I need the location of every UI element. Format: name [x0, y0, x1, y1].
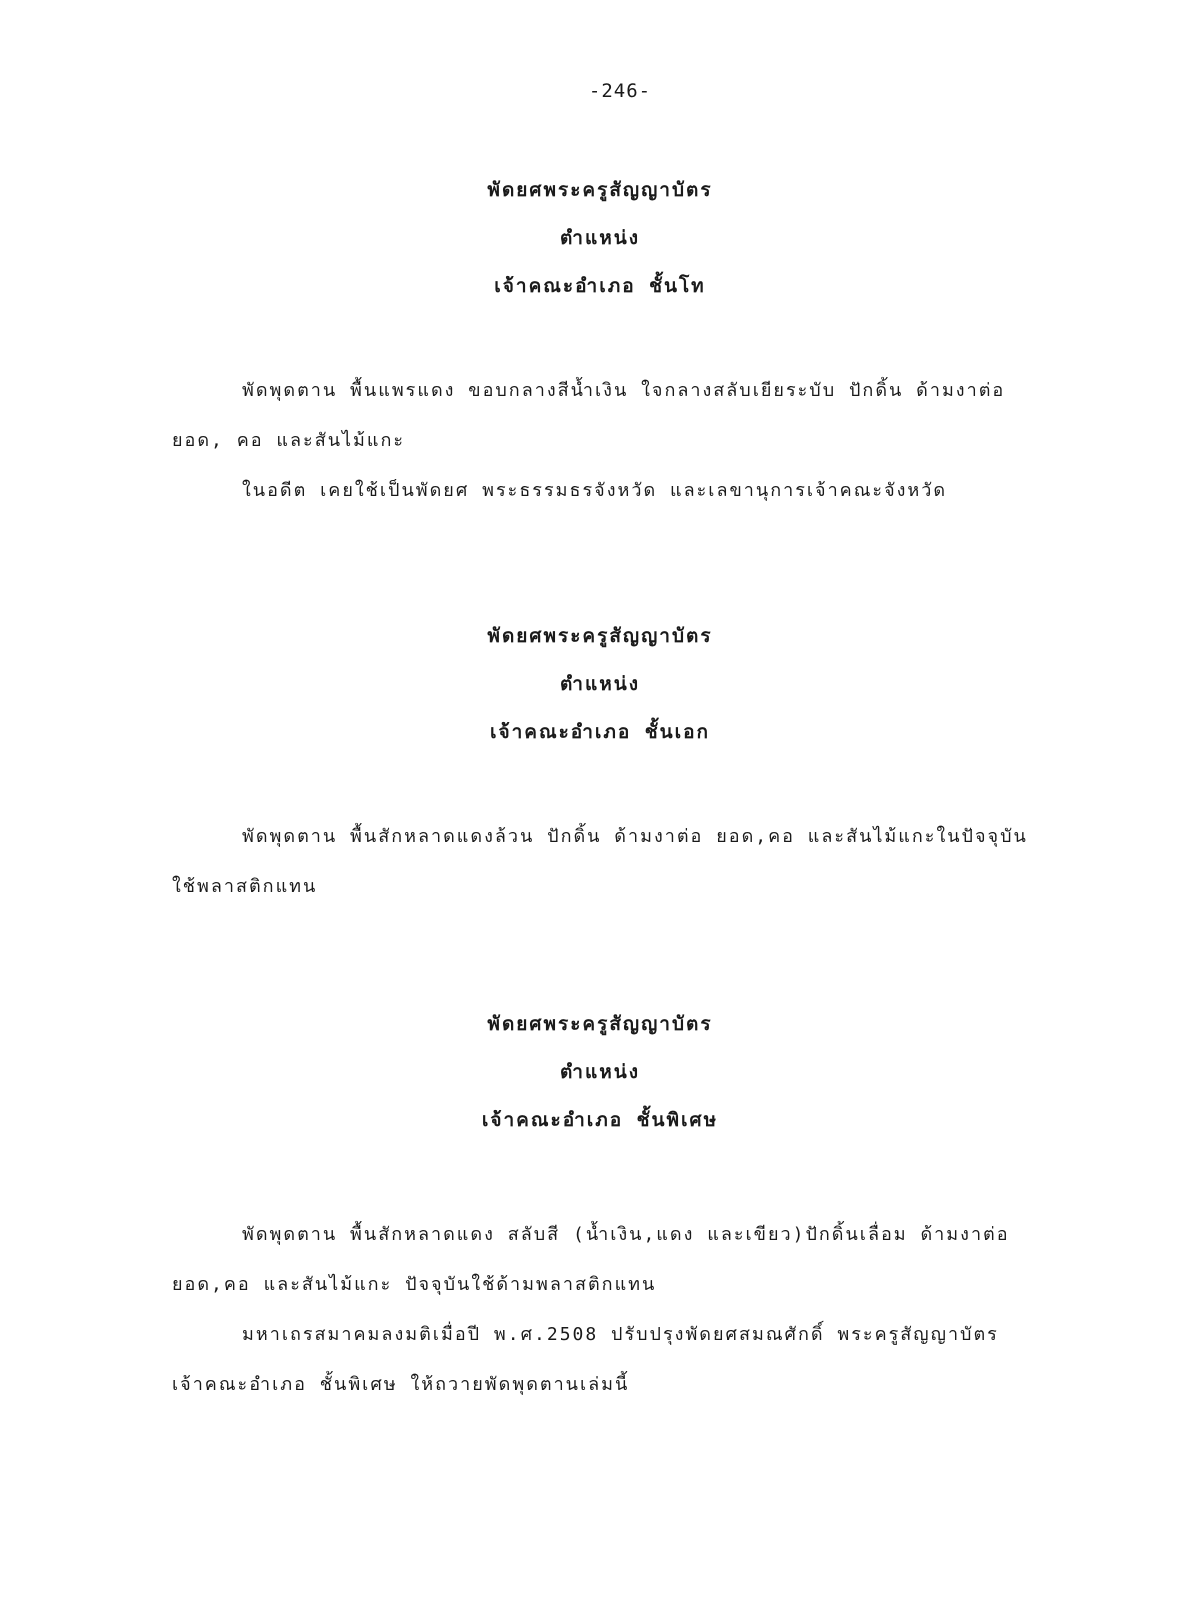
paragraph-line: ยอด, คอ และสันไม้แกะ	[172, 430, 406, 451]
page-number: -246-	[588, 80, 652, 102]
heading-title: พัดยศพระครูสัญญาบัตร	[487, 625, 713, 647]
heading-title: พัดยศพระครูสัญญาบัตร	[487, 179, 713, 201]
paragraph-line: ยอด,คอ และสันไม้แกะ ปัจจุบันใช้ด้ามพลาสติกแทน	[172, 1274, 657, 1295]
section-heading-1	[0, 166, 1200, 310]
heading-title: พัดยศพระครูสัญญาบัตร	[487, 1013, 713, 1035]
paragraph-line: พัดพุดตาน พื้นแพรแดง ขอบกลางสีน้ำเงิน ใจกลางสลับเยียระบับ ปักดิ้น ด้ามงาต่อ	[242, 380, 1006, 401]
section-heading-2	[0, 612, 1200, 756]
heading-rank: เจ้าคณะอำเภอ ชั้นพิเศษ	[481, 1109, 719, 1131]
paragraph-line: ในอดีต เคยใช้เป็นพัดยศ พระธรรมธรจังหวัด และเลขานุการเจ้าคณะจังหวัด	[242, 480, 948, 501]
paragraph-line: มหาเถรสมาคมลงมติเมื่อปี พ.ศ.2508 ปรับปรุงพัดยศสมณศักดิ์ พระครูสัญญาบัตร	[242, 1324, 999, 1345]
heading-position: ตำแหน่ง	[559, 673, 641, 695]
section-heading-3	[0, 1000, 1200, 1144]
paragraph-line: เจ้าคณะอำเภอ ชั้นพิเศษ ให้ถวายพัดพุดตานเล่มนี้	[172, 1374, 630, 1395]
paragraph-line: พัดพุดตาน พื้นสักหลาดแดงล้วน ปักดิ้น ด้ามงาต่อ ยอด,คอ และสันไม้แกะในปัจจุบัน	[242, 826, 1028, 847]
heading-rank: เจ้าคณะอำเภอ ชั้นเอก	[489, 721, 711, 743]
heading-rank: เจ้าคณะอำเภอ ชั้นโท	[494, 275, 706, 297]
heading-position: ตำแหน่ง	[559, 1061, 641, 1083]
paragraph-line: ใช้พลาสติกแทน	[172, 876, 318, 897]
heading-position: ตำแหน่ง	[559, 227, 641, 249]
paragraph-line: พัดพุดตาน พื้นสักหลาดแดง สลับสี (น้ำเงิน,แดง และเขียว)ปักดิ้นเลื่อม ด้ามงาต่อ	[242, 1224, 1010, 1245]
